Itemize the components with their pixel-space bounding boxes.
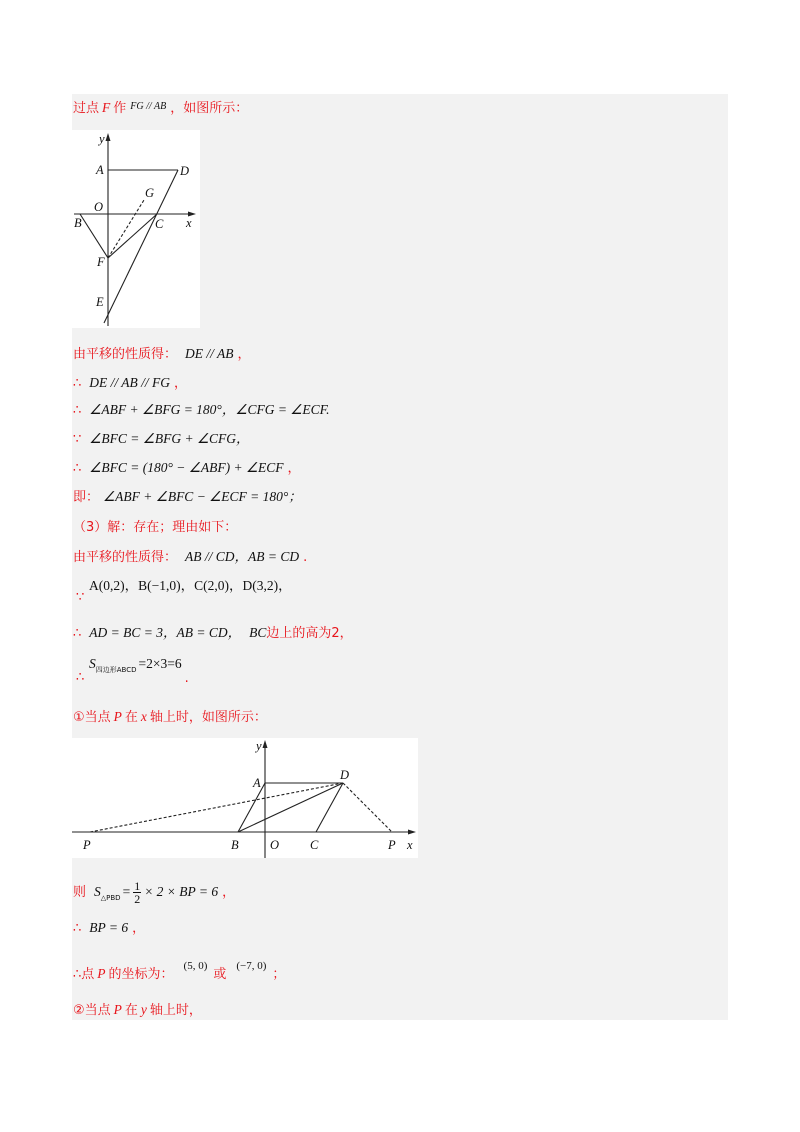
case2-lead: ②当点 [73, 1003, 111, 1018]
part3-area [89, 656, 189, 686]
therefore-symbol: ∴ [73, 376, 82, 391]
label-f: F [97, 255, 105, 269]
label-p-right: P [388, 838, 396, 852]
segment-fg-dashed [108, 200, 144, 258]
figure-1-diagram [72, 130, 200, 328]
area-math: =2×3=6 [138, 656, 182, 671]
therefore-symbol: ∴ [73, 626, 82, 641]
case2-intro [73, 1002, 202, 1019]
case1-intro [73, 709, 267, 726]
label-y: y [99, 132, 105, 146]
step-parallel-chain [73, 375, 187, 392]
bp-math: BP = 6 [89, 920, 129, 935]
segment-dc [316, 783, 343, 832]
triangle-area-subscript: △PBD [100, 894, 121, 902]
fraction-denominator: 2 [134, 892, 141, 906]
label-e: E [96, 295, 104, 309]
step-tail: ， [237, 347, 251, 362]
part3-area-therefore [76, 670, 84, 686]
fraction-one-half [133, 880, 141, 905]
area-tail: . [184, 671, 189, 686]
step-lead: 由平移的性质得： [73, 347, 178, 362]
step-angle-sum [73, 431, 250, 448]
step-translation-property [73, 346, 251, 363]
lengths-tail: 边上的高为2， [266, 626, 353, 641]
result-tail: ； [272, 967, 286, 982]
part3-heading-text: （3）解：存在；理由如下： [73, 520, 238, 535]
label-x: x [407, 838, 413, 852]
segment-bd [238, 783, 343, 832]
case1-result [73, 958, 285, 983]
because-symbol: ∵ [73, 432, 82, 447]
fraction-numerator: 1 [134, 879, 141, 893]
label-o: O [270, 838, 280, 852]
label-g: G [145, 186, 155, 200]
figure-2 [72, 738, 418, 858]
y-axis-arrow [106, 133, 111, 141]
bp-tail: ， [132, 921, 146, 936]
construction-verb: 作 [113, 101, 127, 116]
part3-translation [73, 549, 307, 566]
step-math: ∠ABF + ∠BFG = 180°，∠CFG = ∠ECF. [89, 402, 330, 417]
therefore-symbol: ∴ [73, 461, 82, 476]
case1-lead: ①当点 [73, 710, 111, 725]
label-c: C [155, 217, 164, 231]
label-d: D [180, 164, 190, 178]
step-tail: ， [174, 376, 188, 391]
segment-bf [80, 214, 108, 258]
part3-coordinates [89, 578, 292, 595]
label-o: O [94, 200, 104, 214]
result-or: 或 [213, 967, 227, 982]
construction-math: FG // AB [130, 101, 167, 112]
label-d: D [340, 768, 350, 782]
construction-line [73, 99, 248, 117]
triangle-area-lead: 则 [73, 885, 87, 900]
part3-coordinates-because [76, 590, 84, 606]
step-math: ∠BFC = (180° − ∠ABF) + ∠ECF [89, 460, 284, 475]
figure-1 [72, 130, 200, 328]
coordinates-math: A(0,2)，B(−1,0)，C(2,0)，D(3,2)， [89, 578, 292, 593]
segment-pd-left-dashed [90, 783, 343, 832]
step-math: DE // AB // FG [89, 375, 171, 390]
figure-2-diagram [72, 738, 418, 858]
step-math: DE // AB [185, 346, 234, 361]
construction-prefix: 过点 [73, 101, 100, 116]
case1-axis: x [140, 709, 147, 724]
line-dce [104, 170, 178, 323]
therefore-symbol: ∴ [73, 403, 82, 418]
segment-ab [238, 783, 265, 832]
therefore-symbol: ∴ [76, 670, 85, 685]
triangle-area-equals: = [122, 884, 131, 899]
step-conclusion [73, 489, 302, 506]
step-math: ∠BFC = ∠BFG + ∠CFG， [89, 431, 250, 446]
translation-lead: 由平移的性质得： [73, 550, 178, 565]
lengths-side: BC [249, 625, 267, 640]
case1-mid: 在 [124, 710, 138, 725]
result-point: P [97, 966, 106, 981]
result-lead: ∴点 [73, 967, 95, 982]
case1-tail: 轴上时，如图所示： [149, 710, 267, 725]
triangle-area-tail: ， [222, 885, 236, 900]
part3-lengths [73, 625, 353, 642]
label-b: B [231, 838, 239, 852]
label-a: A [253, 776, 261, 790]
case2-tail: 轴上时， [149, 1003, 202, 1018]
result-coordinate-2: (−7, 0) [236, 960, 267, 972]
case1-point: P [113, 709, 122, 724]
label-a: A [96, 163, 104, 177]
step-math: ∠ABF + ∠BFC − ∠ECF = 180°； [103, 489, 302, 504]
construction-suffix: ，如图所示： [170, 101, 249, 116]
label-x: x [186, 216, 192, 230]
therefore-symbol: ∴ [73, 921, 82, 936]
area-subscript: 四边形ABCD [95, 666, 137, 674]
translation-tail: . [303, 550, 308, 565]
part3-heading [73, 520, 237, 536]
case2-axis: y [140, 1002, 147, 1017]
because-symbol: ∵ [76, 590, 85, 605]
label-b: B [74, 216, 82, 230]
result-coordinate-1: (5, 0) [183, 960, 208, 972]
label-p-left: P [83, 838, 91, 852]
step-tail: ， [287, 461, 301, 476]
triangle-area-symbol: S [94, 884, 101, 899]
label-y: y [256, 739, 262, 753]
area-symbol: S [89, 656, 96, 671]
segment-dp-right-dashed [343, 783, 392, 832]
segment-fc [108, 214, 157, 258]
case2-mid: 在 [124, 1003, 138, 1018]
y-axis-arrow [263, 740, 268, 748]
case2-point: P [113, 1002, 122, 1017]
x-axis-arrow [408, 830, 416, 835]
triangle-area-math: × 2 × BP = 6 [144, 884, 219, 899]
step-substitution [73, 460, 301, 477]
translation-math: AB // CD，AB = CD [185, 549, 300, 564]
result-mid: 的坐标为： [108, 967, 174, 982]
case1-bp [73, 920, 145, 937]
label-c: C [310, 838, 319, 852]
step-lead: 即： [73, 490, 100, 505]
lengths-math: AD = BC = 3，AB = CD， [89, 625, 242, 640]
case1-triangle-area [73, 880, 235, 906]
construction-point: F [102, 100, 111, 115]
step-angle-relations [73, 402, 330, 419]
